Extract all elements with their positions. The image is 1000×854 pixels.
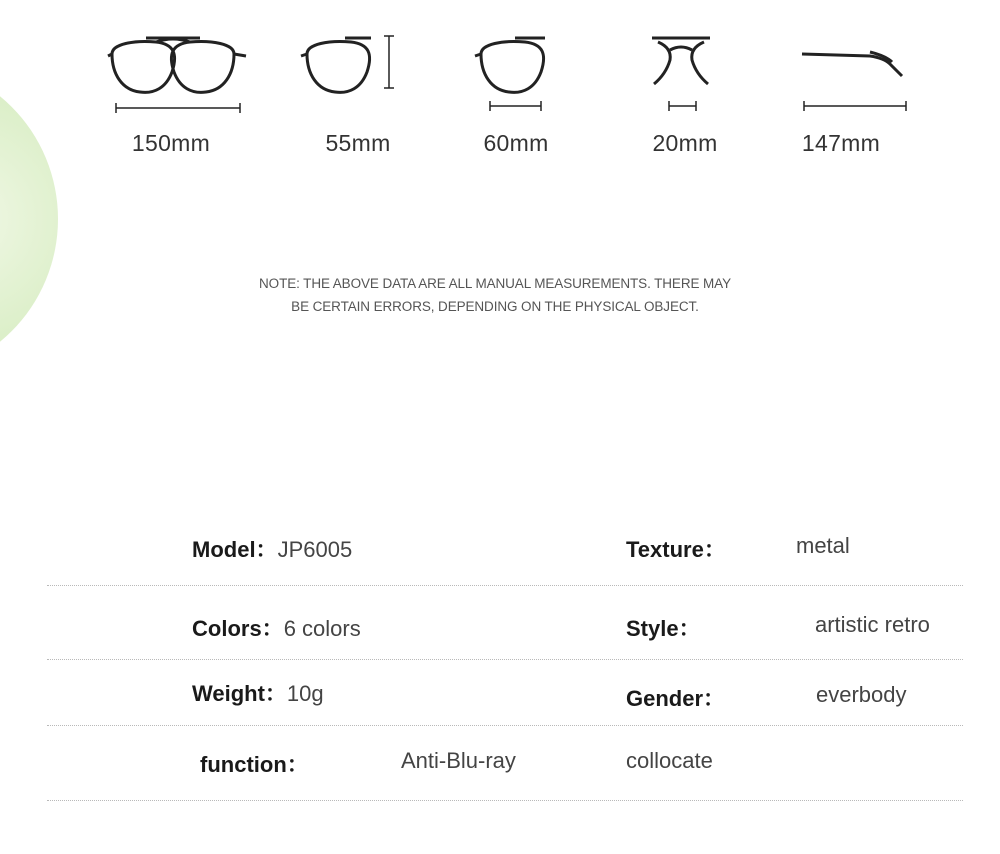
measurement-label: 20mm [652,130,718,156]
spec-gender-key: Gender： [626,686,726,711]
spec-style [626,612,701,643]
lens-width-icon [445,30,615,120]
spec-colors [192,612,361,643]
spec-style-key: Style： [626,616,701,641]
measurement-label: 55mm [325,130,391,156]
temple-length-icon [770,30,940,120]
measurement-lens-width [445,30,615,160]
measurement-lens-height [273,30,443,160]
spec-function-key: function： [200,752,309,777]
spec-weight-value: 10g [286,681,324,706]
spec-model [192,533,352,564]
measurement-label: 150mm [131,130,211,156]
measurement-temple-length [770,30,940,160]
measurement-bridge-width [600,30,770,160]
spec-function [200,748,309,779]
frame-width-icon [100,30,270,120]
spec-texture-value: metal [796,533,850,558]
bridge-width-icon [600,30,770,120]
spec-style-value: artistic retro [815,612,930,637]
lens-height-icon [273,30,443,120]
spec-colors-key: Colors： [192,616,284,641]
spec-function-value: Anti-Blu-ray [401,748,516,773]
spec-collocate-key: collocate [626,748,713,773]
note-line-1: NOTE: THE ABOVE DATA ARE ALL MANUAL MEASUREMENTS. THERE MAY [259,276,731,291]
measurement-label: 60mm [483,130,549,156]
spec-texture [626,533,726,564]
spec-colors-value: 6 colors [283,616,361,641]
spec-model-value: JP6005 [277,537,353,562]
spec-weight-key: Weight： [192,681,287,706]
measurement-note [200,272,790,318]
decorative-green-circle [0,60,58,378]
spec-model-key: Model： [192,537,278,562]
spec-texture-key: Texture： [626,537,726,562]
measurement-frame-width [100,30,270,160]
spec-gender [626,682,725,713]
spec-gender-value: everbody [816,682,907,707]
spec-weight [192,677,324,708]
note-line-2: BE CERTAIN ERRORS, DEPENDING ON THE PHYSICAL OBJECT. [291,299,699,314]
measurement-label: 147mm [801,130,881,156]
